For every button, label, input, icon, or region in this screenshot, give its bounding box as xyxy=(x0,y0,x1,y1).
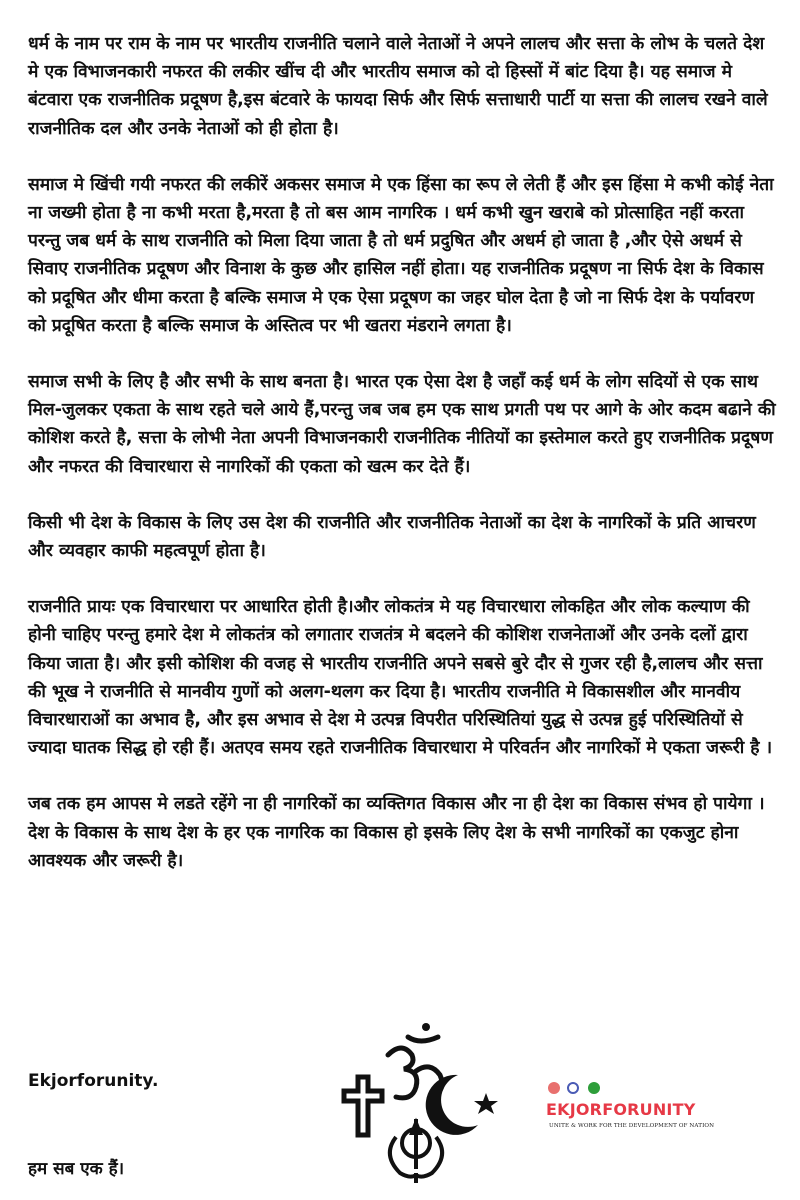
paragraph-1: धर्म के नाम पर राम के नाम पर भारतीय राजनीति चलाने वाले नेताओं ने अपने लालच और सत्ता के लोभ के चलते देश मे एक विभाजनकारी नफरत की लकीर खींच दी और भारतीय समाज को दो हिस्सों में बांट दिया है। यह समाज मे बंटवारा एक राजनीतिक प्रदूषण है,इस बंटवारे के फायदा सिर्फ और सिर्फ सत्ताधारी पार्टी या सत्ता की लालच रखने वाले राजनीतिक दल और उनके नेताओं को ही होता है। xyxy=(28,34,768,139)
paragraph-2: समाज मे खिंची गयी नफरत की लकीरें अकसर समाज मे एक हिंसा का रूप ले लेती हैं और इस हिंसा मे कभी कोई नेता ना जख्मी होता है ना कभी मरता है,मरता है तो बस आम नागरिक । धर्म कभी खुन खराबे को प्रोत्साहित नहीं करता परन्तु जब धर्म के साथ राजनीति को मिला दिया जाता है तो धर्म प्रदुषित और अधर्म हो जाता है ,और ऐसे अधर्म से सिवाए राजनीतिक प्रदूषण और विनाश के कुछ और हासिल नहीं होता। यह राजनीतिक प्रदूषण ना सिर्फ देश के विकास को प्रदूषित और धीमा करता है बल्कि समाज मे एक ऐसा प्रदूषण का जहर घोल देता है जो ना सिर्फ देश के पर्यावरण को प्रदूषित करता है बल्कि समाज के अस्तित्व पर भी खतरा मंडराने लगता है। xyxy=(28,174,774,336)
ekjorforunity-logo xyxy=(546,1082,746,1142)
paragraph-5: राजनीति प्रायः एक विचारधारा पर आधारित होती है।और लोकतंत्र मे यह विचारधारा लोकहित और लोक कल्याण की होनी चाहिए परन्तु हमारे देश मे लोकतंत्र को लगातार राजतंत्र मे बदलने की कोशिश राजनेताओं और उनके दलों द्वारा किया जाता है। और इसी कोशिश की वजह से भारतीय राजनीति अपने सबसे बुरे दौर से गुजर रही है,लालच और सत्ता की भूख ने राजनीति से मानवीय गुणों को अलग-थलग कर दिया है। भारतीय राजनीति मे विकासशील और मानवीय विचारधाराओं का अभाव है, और इस अभाव से देश मे उत्पन्न विपरीत परिस्थितियां युद्ध से उत्पन्न हुई परिस्थितियों से ज्यादा घातक सिद्ध हो रही हैं। अतएव समय रहते राजनीतिक विचारधारा मे परिवर्तन और नागरिकों मे एकता जरूरी है । xyxy=(28,597,773,759)
paragraph-3: समाज सभी के लिए है और सभी के साथ बनता है। भारत एक ऐसा देश है जहाँ कई धर्म के लोग सदियों से एक साथ मिल-जुलकर एकता के साथ रहते चले आये हैं,परन्तु जब जब हम एक साथ प्रगती पथ पर आगे के ओर कदम बढाने की कोशिश करते है, सत्ता के लोभी नेता अपनी विभाजनकारी राजनीतिक नीतियों का इस्तेमाल करते हुए राजनीतिक प्रदूषण और नफरत की विचारधारा से नागरिकों की एकता को खत्म कर देते हैं। xyxy=(28,372,776,477)
article-body xyxy=(28,30,776,903)
khanda-icon xyxy=(390,1119,442,1183)
religious-symbols xyxy=(330,1015,510,1195)
logo-dot-green xyxy=(588,1082,600,1094)
paragraph-6: जब तक हम आपस मे लडते रहेंगे ना ही नागरिकों का व्यक्तिगत विकास और ना ही देश का विकास संभव हो पायेगा । देश के विकास के साथ देश के हर एक नागरिक का विकास हो इसके लिए देश के सभी नागरिकों का एकजुट होना आवश्यक और जरूरी है। xyxy=(28,794,765,871)
crescent-star-icon xyxy=(426,1075,498,1135)
logo-wordmark: EKJORFORUNITY xyxy=(546,1100,696,1119)
logo-tagline: UNITE & WORK FOR THE DEVELOPMENT OF NATION xyxy=(549,1123,715,1129)
cross-icon xyxy=(344,1077,382,1135)
logo-dot-red xyxy=(548,1082,560,1094)
logo-dot-chakra xyxy=(567,1082,579,1094)
signature-motto: हम सब एक हैं। xyxy=(28,1159,125,1179)
signature-name: Ekjorforunity. xyxy=(28,1071,159,1091)
paragraph-4: किसी भी देश के विकास के लिए उस देश की राजनीति और राजनीतिक नेताओं का देश के नागरिकों के प्रति आचरण और व्यवहार काफी महत्वपूर्ण होता है। xyxy=(28,512,756,562)
